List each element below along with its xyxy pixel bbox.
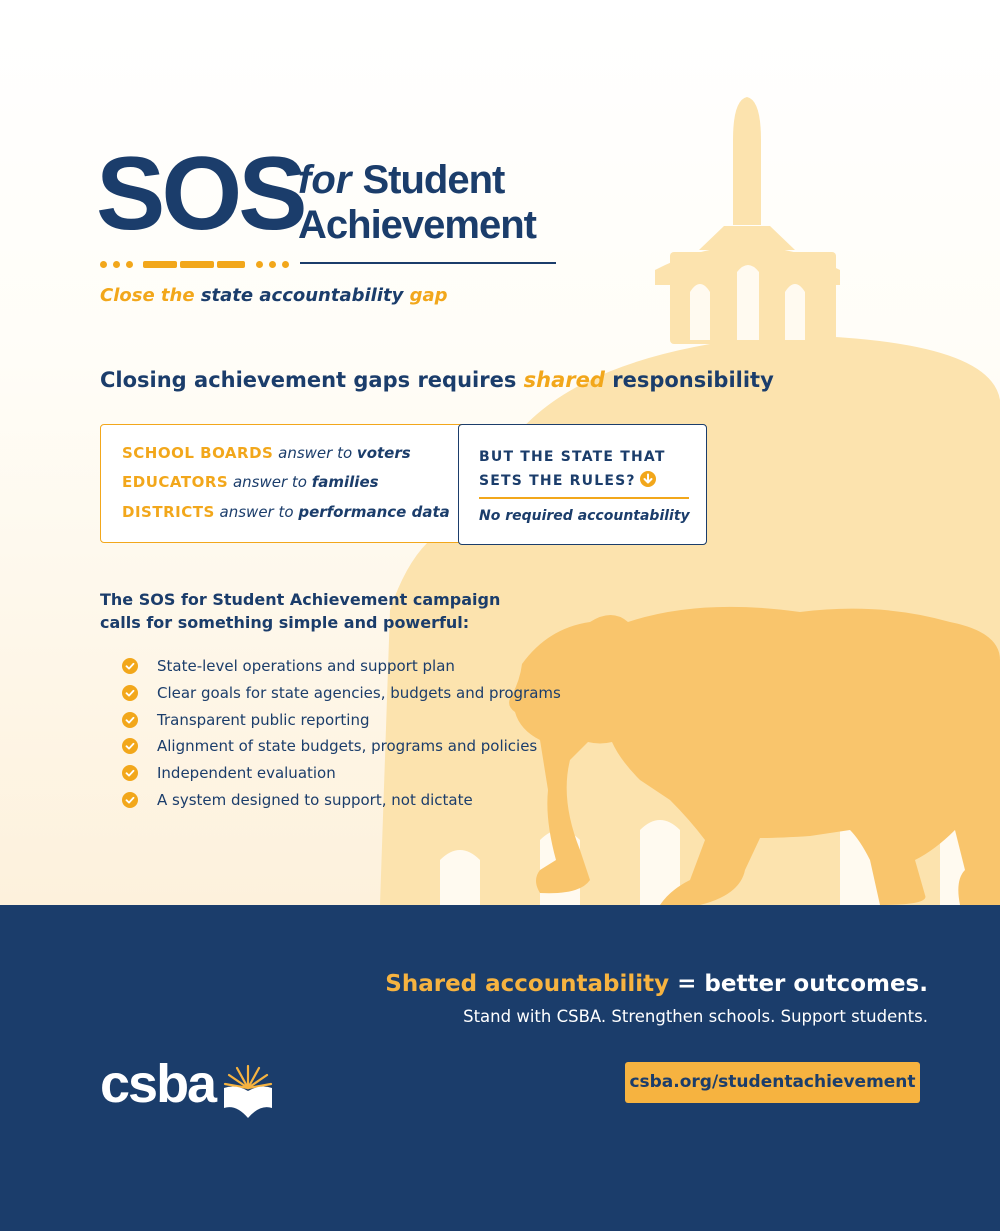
state-question-line2: SETS THE RULES?: [479, 473, 636, 489]
demand-text: State-level operations and support plan: [157, 657, 455, 675]
demand-text: Alignment of state budgets, programs and policies: [157, 737, 538, 756]
logo-dot: [282, 261, 289, 268]
logo-dash: [217, 261, 245, 268]
list-item: [122, 682, 561, 709]
accountability-whom: voters: [356, 444, 411, 462]
check-circle-icon: [122, 685, 138, 701]
accountability-answer: answer to: [232, 473, 307, 491]
headline-part2: responsibility: [612, 368, 774, 392]
list-item: [122, 735, 561, 762]
logo-dot: [126, 261, 133, 268]
campaign-url-button[interactable]: csba.org/studentachievement: [625, 1062, 920, 1103]
tagline: [100, 285, 448, 306]
accountability-row: [122, 444, 411, 462]
list-item: [122, 655, 561, 682]
logo-for: for: [298, 158, 352, 202]
accountability-box: [100, 424, 468, 543]
check-circle-icon: [122, 765, 138, 781]
state-question: [479, 445, 699, 493]
demand-text: Transparent public reporting: [157, 710, 370, 729]
check-circle-icon: [122, 712, 138, 728]
logo-dot: [100, 261, 107, 268]
accountability-row: [122, 503, 450, 521]
headline-part1: Closing achievement gaps requires: [100, 368, 517, 392]
demands-list: [122, 655, 561, 816]
accountability-who: SCHOOL BOARDS: [122, 444, 274, 462]
campaign-intro-line2: calls for something simple and powerful:: [100, 613, 470, 632]
logo-dash: [180, 261, 214, 268]
footer-headline-emphasis: Shared accountability: [385, 971, 670, 997]
footer-subline: Stand with CSBA. Strengthen schools. Support students.: [463, 1007, 928, 1026]
campaign-intro-line1: The SOS for Student Achievement campaign: [100, 590, 501, 609]
logo-rule: [300, 262, 556, 264]
headline: [100, 368, 774, 392]
state-divider: [479, 497, 689, 499]
accountability-whom: families: [311, 473, 379, 491]
tagline-part2: state accountability: [200, 285, 404, 306]
state-box: [458, 424, 707, 545]
footer-banner: [0, 905, 1000, 1231]
accountability-whom: performance data: [298, 503, 450, 521]
logo-dot: [113, 261, 120, 268]
logo-for-student: [298, 160, 504, 200]
accountability-who: EDUCATORS: [122, 473, 229, 491]
logo-dot: [269, 261, 276, 268]
logo-dot: [256, 261, 263, 268]
footer-headline-rest: = better outcomes.: [677, 971, 928, 997]
campaign-intro: [100, 588, 530, 634]
accountability-answer: answer to: [278, 444, 353, 462]
demand-text: A system designed to support, not dictate: [157, 790, 473, 809]
accountability-row: [122, 473, 379, 491]
footer-headline: [385, 971, 928, 997]
check-circle-icon: [122, 658, 138, 674]
tagline-part1: Close the: [100, 285, 195, 306]
demand-text: Clear goals for state agencies, budgets and programs: [157, 683, 561, 702]
logo-dash: [143, 261, 177, 268]
state-question-line1: BUT THE STATE THAT: [479, 449, 666, 465]
check-circle-icon: [122, 738, 138, 754]
demand-text: Independent evaluation: [157, 764, 336, 783]
logo-achievement: Achievement: [298, 203, 536, 247]
check-circle-icon: [122, 792, 138, 808]
list-item: [122, 709, 561, 736]
logo-student: Student: [362, 158, 505, 202]
accountability-answer: answer to: [219, 503, 294, 521]
state-answer: No required accountability: [479, 508, 690, 524]
logo-sos: SOS: [96, 136, 304, 252]
csba-book-sun-icon: [222, 1058, 274, 1122]
list-item: [122, 762, 561, 789]
csba-logo-text: csba: [100, 1054, 216, 1114]
list-item: [122, 789, 561, 816]
headline-emphasis: shared: [523, 368, 605, 392]
accountability-who: DISTRICTS: [122, 503, 215, 521]
tagline-part3: gap: [409, 285, 448, 306]
arrow-down-icon: [640, 471, 656, 487]
